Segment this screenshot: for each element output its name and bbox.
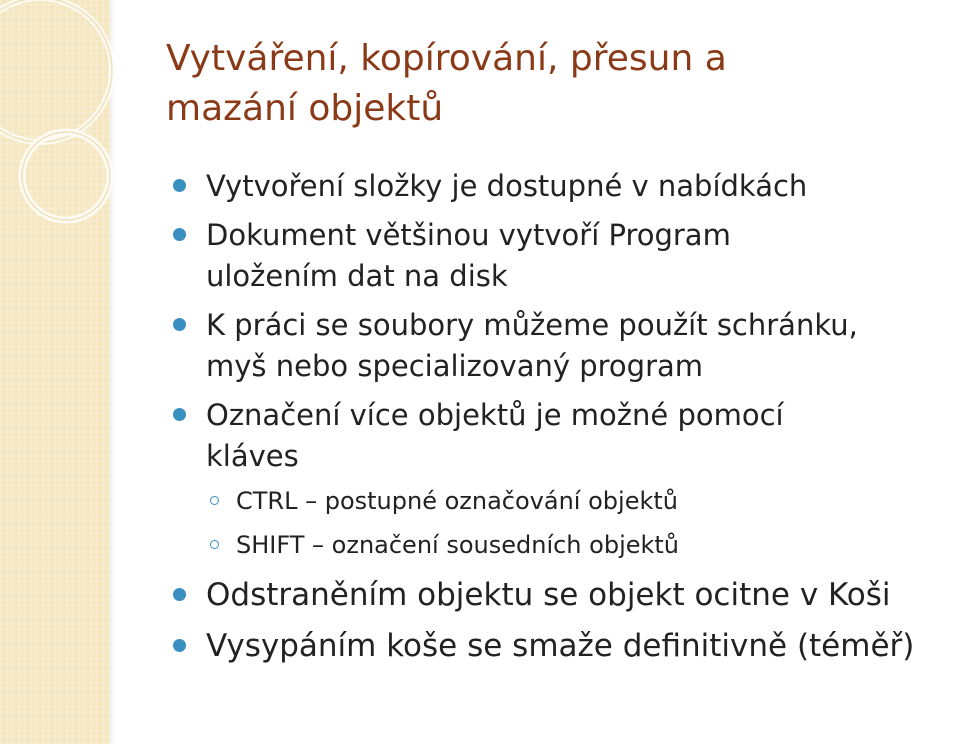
bullet-text-continued: uložením dat na disk [206,259,508,293]
filled-circle-bullet-icon [173,588,186,601]
bullet-text: Dokument většinou vytvoří Program [206,218,731,252]
filled-circle-bullet-icon [173,318,186,331]
bullet-item [166,215,956,297]
sub-bullet-item [206,479,956,523]
slide-content [166,166,956,677]
bullet-list [166,166,956,667]
bullet-item [166,395,956,567]
sub-bullet-text: SHIFT – označení sousedních objektů [236,531,680,559]
filled-circle-bullet-icon [173,639,186,652]
filled-circle-bullet-icon [173,228,186,241]
bullet-item [166,166,956,207]
bullet-item [166,626,956,667]
bullet-text-continued: myš nebo specializovaný program [206,349,704,383]
filled-circle-bullet-icon [173,408,186,421]
bullet-text: Vytvoření složky je dostupné v nabídkách [206,169,808,203]
bullet-item [166,305,956,387]
hollow-circle-bullet-icon [210,540,219,549]
sub-bullet-item [206,523,956,567]
slide-title-line-1: Vytváření, kopírování, přesun a [166,38,727,79]
filled-circle-bullet-icon [173,179,186,192]
bullet-text: Označení více objektů je možné pomocí [206,398,784,432]
bullet-item [166,575,956,616]
bullet-text: Odstraněním objektu se objekt ocitne v Koši [206,577,891,613]
sub-bullet-list [206,479,956,567]
decorative-rings-icon [0,0,160,260]
bullet-text: Vysypáním koše se smaže definitivně (téměř) [206,628,915,664]
sub-bullet-text: CTRL – postupné označování objektů [236,487,678,515]
slide-title [166,34,926,134]
hollow-circle-bullet-icon [210,496,219,505]
bullet-text-continued: kláves [206,439,299,473]
slide-title-line-2: mazání objektů [166,88,444,129]
bullet-text: K práci se soubory můžeme použít schránku, [206,308,858,342]
